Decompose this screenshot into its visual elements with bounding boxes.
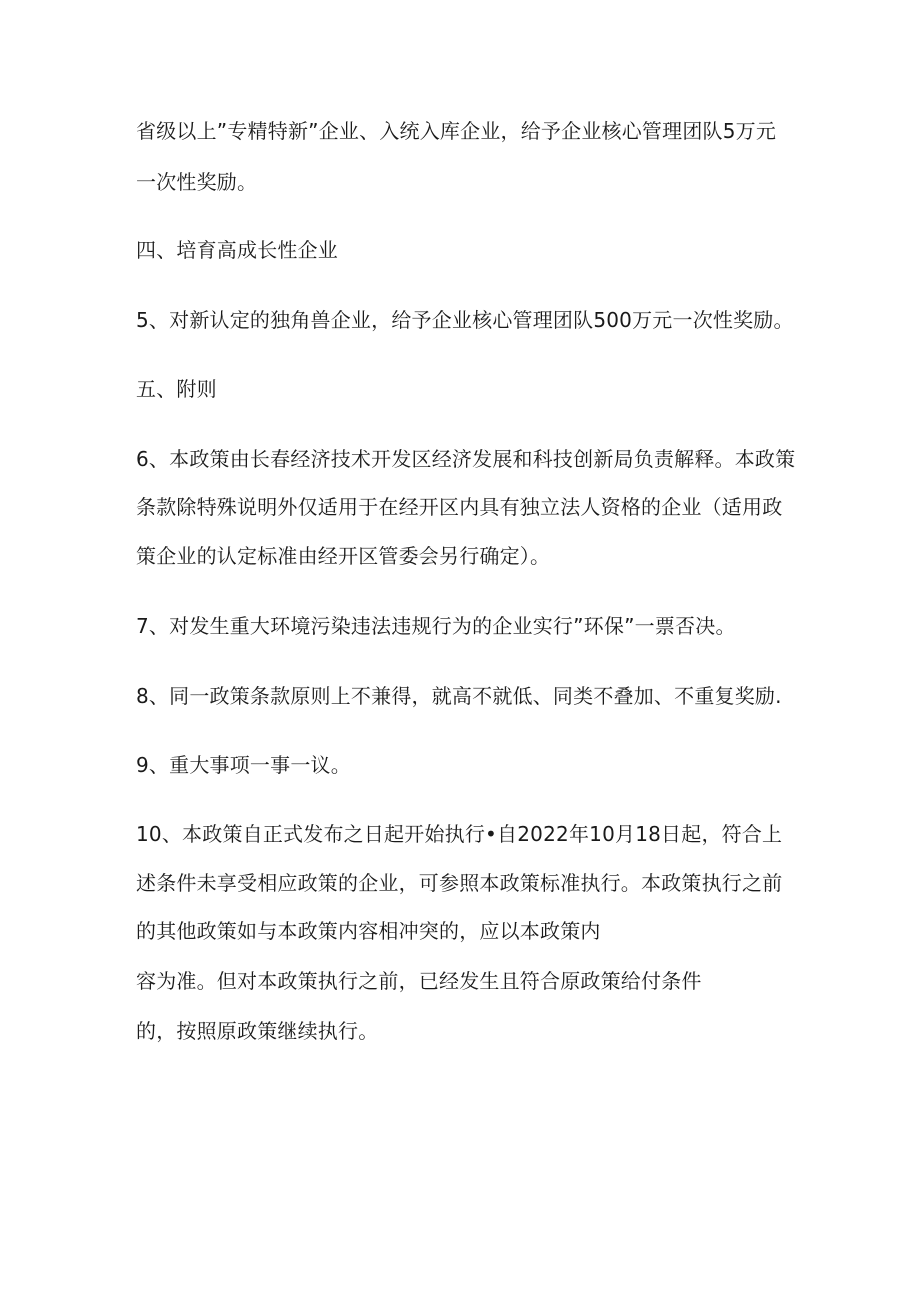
text-line: 7、对发生重大环境污染违法违规行为的企业实行”环保”一票否决。 <box>136 614 736 638</box>
text-line: 的，按照原政策继续执行。 <box>136 1019 379 1043</box>
text-line: 条款除特殊说明外仅适用于在经开区内具有独立法人资格的企业（适用政 <box>136 495 783 519</box>
text-line: 9、重大事项一事一议。 <box>136 753 351 777</box>
text-line: 策企业的认定标准由经开区管委会另行确定）。 <box>136 544 551 568</box>
section-heading: 五、附则 <box>136 377 217 401</box>
text-line: 6、本政策由长春经济技术开发区经济发展和科技创新局负责解释。本政策 <box>136 447 796 471</box>
text-line: 述条件未享受相应政策的企业，可参照本政策标准执行。本政策执行之前 <box>136 871 783 895</box>
text-line: 8、同一政策条款原则上不兼得，就高不就低、同类不叠加、不重复奖励. <box>136 684 782 708</box>
section-heading: 四、培育高成长性企业 <box>136 238 338 262</box>
text-line: 5、对新认定的独角兽企业，给予企业核心管理团队500万元一次性奖励。 <box>136 308 794 332</box>
text-line: 的其他政策如与本政策内容相冲突的，应以本政策内 <box>136 919 601 943</box>
text-line: 10、本政策自正式发布之日起开始执行•自2022年10月18日起，符合上 <box>136 822 783 846</box>
text-line: 容为准。但对本政策执行之前，已经发生且符合原政策给付条件 <box>136 969 702 993</box>
text-line: 一次性奖励。 <box>136 170 258 194</box>
text-line: 省级以上”专精特新”企业、入统入库企业，给予企业核心管理团队5万元 <box>136 119 777 143</box>
